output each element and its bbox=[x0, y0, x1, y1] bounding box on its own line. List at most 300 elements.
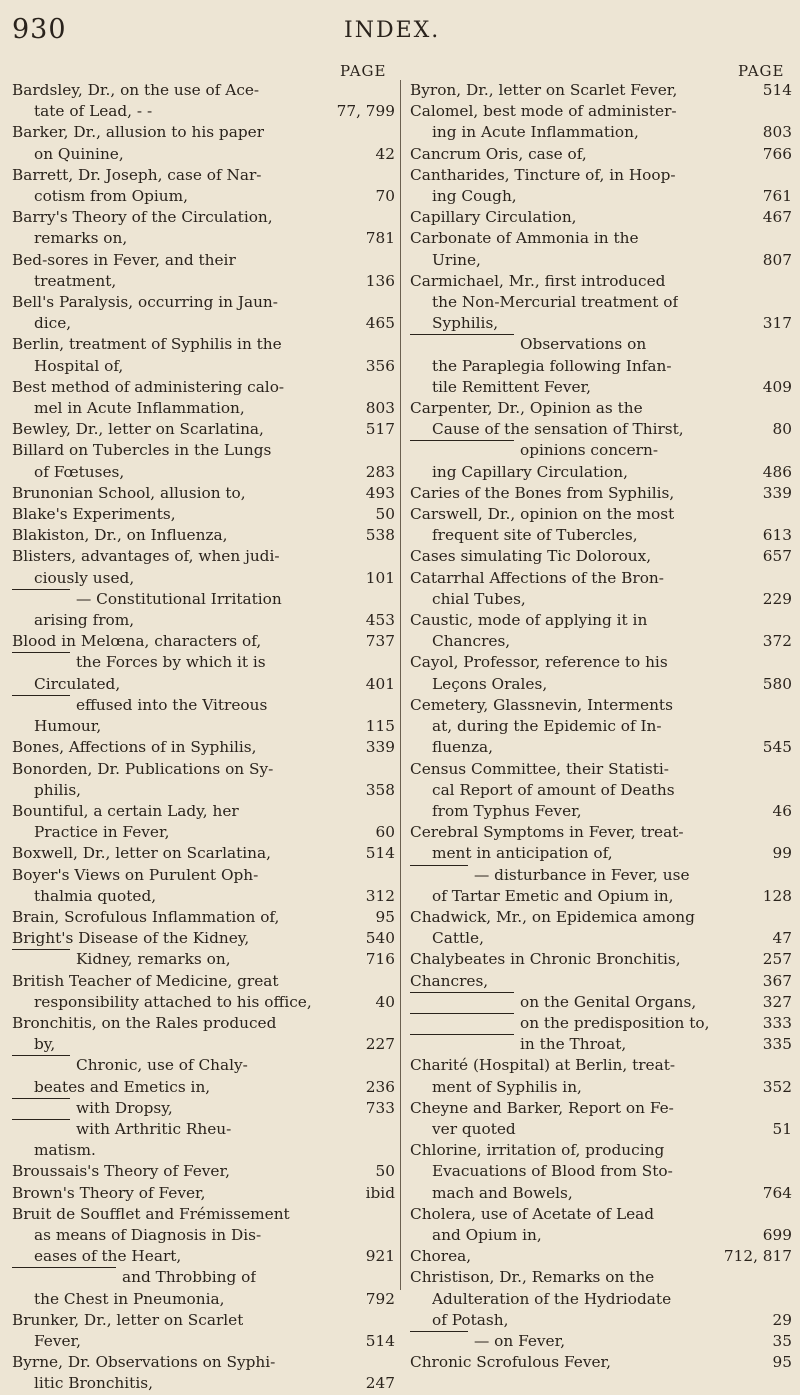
index-entry-line bbox=[12, 737, 395, 758]
index-column-right bbox=[410, 80, 792, 1373]
index-entry-page: 247 bbox=[365, 1374, 395, 1393]
index-entry-page: 409 bbox=[762, 377, 792, 396]
index-entry-text: — Constitutional Irritation bbox=[76, 589, 282, 608]
index-entry bbox=[12, 801, 395, 843]
index-entry-page: 356 bbox=[365, 356, 395, 375]
index-entry-line bbox=[410, 759, 792, 780]
index-entry-text: effused into the Vitreous bbox=[76, 695, 268, 714]
index-entry-text: ciously used, bbox=[34, 568, 135, 587]
index-entry-page: 453 bbox=[365, 611, 395, 630]
index-entry-line bbox=[410, 398, 792, 419]
index-entry-text: Capillary Circulation, bbox=[410, 208, 577, 227]
index-entry-text: Evacuations of Blood from Sto- bbox=[432, 1162, 673, 1181]
index-entry bbox=[12, 1204, 395, 1268]
index-entry-text: Chronic, use of Chaly- bbox=[76, 1056, 248, 1075]
index-entry-line bbox=[410, 1183, 792, 1204]
index-entry-line bbox=[410, 865, 792, 886]
index-entry-text: opinions concern- bbox=[520, 441, 658, 460]
index-entry-text: Cholera, use of Acetate of Lead bbox=[410, 1204, 655, 1223]
index-entry-line bbox=[410, 886, 792, 907]
index-entry-line bbox=[12, 1034, 395, 1055]
index-entry-line bbox=[12, 865, 395, 886]
index-entry-text: of Potash, bbox=[432, 1310, 509, 1329]
index-entry-text: — on Fever, bbox=[474, 1331, 566, 1350]
index-entry-line bbox=[12, 80, 395, 101]
index-entry-line bbox=[410, 377, 792, 398]
index-entry-page: 807 bbox=[762, 250, 792, 269]
index-entry-page: 761 bbox=[762, 187, 792, 206]
index-entry bbox=[410, 1267, 792, 1331]
ditto-rule bbox=[410, 1331, 468, 1332]
ditto-rule bbox=[12, 1267, 116, 1268]
index-entry-page: 115 bbox=[365, 717, 395, 736]
index-entry-text: Bright's Disease of the Kidney, bbox=[12, 929, 250, 948]
index-entry-line bbox=[410, 122, 792, 143]
ditto-rule bbox=[12, 1098, 70, 1099]
index-entry bbox=[12, 334, 395, 376]
index-entry-line bbox=[12, 1183, 395, 1204]
index-entry-line bbox=[12, 1161, 395, 1182]
index-entry-page: 70 bbox=[375, 187, 395, 206]
index-entry-text: Census Committee, their Statisti- bbox=[410, 759, 669, 778]
index-entry-line bbox=[12, 313, 395, 334]
index-entry-line bbox=[12, 483, 395, 504]
index-entry-line bbox=[12, 504, 395, 525]
index-entry-page: 236 bbox=[365, 1077, 395, 1096]
index-entry-page: 312 bbox=[365, 886, 395, 905]
index-entry bbox=[12, 377, 395, 419]
index-entry-page: 699 bbox=[762, 1225, 792, 1244]
index-entry-line bbox=[12, 716, 395, 737]
index-entry-page: 657 bbox=[762, 547, 792, 566]
index-entry-text: Byron, Dr., letter on Scarlet Fever, bbox=[410, 81, 678, 99]
index-entry-text: Cemetery, Glassnevin, Interments bbox=[410, 695, 673, 714]
index-entry-page: 35 bbox=[772, 1331, 792, 1350]
index-entry-line bbox=[410, 1289, 792, 1310]
index-entry-text: Brain, Scrofulous Inflammation of, bbox=[12, 907, 280, 926]
index-entry-text: Bell's Paralysis, occurring in Jaun- bbox=[12, 293, 278, 312]
index-entry bbox=[12, 589, 395, 631]
index-entry-line bbox=[12, 165, 395, 186]
index-entry-line bbox=[410, 992, 792, 1013]
index-entry-line bbox=[410, 674, 792, 695]
index-entry bbox=[410, 334, 792, 398]
index-entry bbox=[410, 165, 792, 207]
index-entry-line bbox=[410, 822, 792, 843]
index-entry-line bbox=[12, 652, 395, 673]
index-entry-line bbox=[12, 843, 395, 864]
index-entry-line bbox=[410, 144, 792, 165]
index-entry-text: beates and Emetics in, bbox=[34, 1077, 211, 1096]
index-entry-text: the Non-Mercurial treatment of bbox=[432, 293, 679, 312]
index-entry-text: Cause of the sensation of Thirst, bbox=[432, 420, 684, 439]
index-entry bbox=[410, 568, 792, 610]
index-entry-text: Bonorden, Dr. Publications on Sy- bbox=[12, 759, 274, 778]
index-entry bbox=[410, 207, 792, 228]
index-entry-text: Circulated, bbox=[34, 674, 121, 693]
index-entry-page: 352 bbox=[762, 1077, 792, 1096]
index-entry-page: 545 bbox=[762, 738, 792, 757]
left-page-column-label: PAGE bbox=[340, 62, 387, 80]
index-entry-text: responsibility attached to his office, bbox=[34, 992, 312, 1011]
index-entry-line bbox=[12, 1246, 395, 1267]
index-entry-line bbox=[12, 1373, 395, 1394]
index-entry-line bbox=[410, 462, 792, 483]
index-entry-page: 29 bbox=[772, 1310, 792, 1329]
index-entry-line bbox=[410, 568, 792, 589]
index-entry-line bbox=[410, 949, 792, 970]
index-entry-text: litic Bronchitis, bbox=[34, 1374, 153, 1393]
index-entry-line bbox=[12, 971, 395, 992]
index-entry-text: frequent site of Tubercles, bbox=[432, 526, 638, 545]
index-entry-text: Caries of the Bones from Syphilis, bbox=[410, 483, 675, 502]
index-entry-line bbox=[12, 949, 395, 970]
index-entry-line bbox=[12, 334, 395, 355]
index-entry-line bbox=[410, 1267, 792, 1288]
index-entry-line bbox=[12, 822, 395, 843]
index-entry-line bbox=[12, 271, 395, 292]
index-entry bbox=[12, 971, 395, 1013]
index-entry-line bbox=[12, 377, 395, 398]
index-entry-line bbox=[410, 334, 792, 355]
index-entry-line bbox=[410, 1204, 792, 1225]
index-entry-page: 136 bbox=[365, 271, 395, 290]
index-entry-page: 80 bbox=[772, 420, 792, 439]
index-entry-text: Blakiston, Dr., on Influenza, bbox=[12, 526, 228, 545]
index-entry-text: Calomel, best mode of administer- bbox=[410, 102, 677, 121]
index-entry-page: 538 bbox=[365, 526, 395, 545]
index-entry-text: Syphilis, bbox=[432, 314, 499, 333]
index-entry-text: Bronchitis, on the Rales produced bbox=[12, 1013, 277, 1032]
index-entry-text: Chadwick, Mr., on Epidemica among bbox=[410, 907, 695, 926]
index-entry bbox=[410, 907, 792, 949]
index-entry-line bbox=[410, 1161, 792, 1182]
index-entry-text: Blisters, advantages of, when judi- bbox=[12, 547, 280, 566]
index-entry-page: 257 bbox=[762, 950, 792, 969]
index-entry-line bbox=[410, 1077, 792, 1098]
index-entry-text: Charité (Hospital) at Berlin, treat- bbox=[410, 1056, 676, 1075]
index-entry bbox=[12, 207, 395, 249]
index-entry-line bbox=[410, 483, 792, 504]
index-entry-text: Catarrhal Affections of the Bron- bbox=[410, 568, 664, 587]
index-entry-line bbox=[12, 674, 395, 695]
index-entry-line bbox=[12, 186, 395, 207]
index-entry-text: Cheyne and Barker, Report on Fe- bbox=[410, 1098, 674, 1117]
index-entry-text: ing in Acute Inflammation, bbox=[432, 123, 639, 142]
index-entry-text: cotism from Opium, bbox=[34, 187, 189, 206]
index-entry bbox=[12, 546, 395, 588]
ditto-rule bbox=[410, 334, 514, 335]
index-entry-text: Brunker, Dr., letter on Scarlet bbox=[12, 1310, 244, 1329]
column-divider bbox=[400, 80, 401, 1290]
index-entry-page: ibid bbox=[365, 1183, 395, 1202]
index-entry-text: Boyer's Views on Purulent Oph- bbox=[12, 865, 259, 884]
index-entry bbox=[12, 1055, 395, 1097]
index-entry-line bbox=[12, 1119, 395, 1140]
index-entry-page: 358 bbox=[365, 780, 395, 799]
index-entry-page: 514 bbox=[762, 81, 792, 99]
index-entry bbox=[12, 122, 395, 164]
index-entry-page: 47 bbox=[772, 929, 792, 948]
index-entry bbox=[12, 1183, 395, 1204]
index-entry bbox=[12, 949, 395, 970]
index-entry-text: Barrett, Dr. Joseph, case of Nar- bbox=[12, 165, 262, 184]
index-entry-text: thalmia quoted, bbox=[34, 886, 157, 905]
index-entry-line bbox=[410, 780, 792, 801]
index-entry-page: 46 bbox=[772, 801, 792, 820]
index-entry-line bbox=[12, 1310, 395, 1331]
index-entry-line bbox=[410, 716, 792, 737]
index-entry-text: remarks on, bbox=[34, 229, 128, 248]
index-entry-text: Bed-sores in Fever, and their bbox=[12, 250, 236, 269]
index-entry bbox=[410, 228, 792, 270]
index-entry-line bbox=[410, 1034, 792, 1055]
ditto-rule bbox=[12, 695, 70, 696]
index-entry-text: tile Remittent Fever, bbox=[432, 377, 592, 396]
index-entry-page: 716 bbox=[365, 950, 395, 969]
index-entry bbox=[12, 292, 395, 334]
index-entry-line bbox=[12, 610, 395, 631]
index-entry-text: Observations on bbox=[520, 335, 647, 354]
index-entry-text: Hospital of, bbox=[34, 356, 124, 375]
index-entry-text: Best method of administering calo- bbox=[12, 377, 285, 396]
index-entry-line bbox=[410, 504, 792, 525]
index-entry-line bbox=[12, 356, 395, 377]
index-entry-text: on the Genital Organs, bbox=[520, 992, 697, 1011]
index-entry-text: with Arthritic Rheu- bbox=[76, 1119, 232, 1138]
index-entry-text: Urine, bbox=[432, 250, 481, 269]
index-entry-page: 766 bbox=[762, 144, 792, 163]
index-entry-page: 803 bbox=[365, 399, 395, 418]
index-entry-line bbox=[410, 546, 792, 567]
index-entry-line bbox=[410, 1140, 792, 1161]
index-entry-text: with Dropsy, bbox=[76, 1098, 173, 1117]
index-entry-text: Chlorine, irritation of, producing bbox=[410, 1141, 665, 1160]
index-entry-page: 339 bbox=[365, 738, 395, 757]
index-entry bbox=[12, 250, 395, 292]
index-entry bbox=[12, 843, 395, 864]
index-entry-text: Cerebral Symptoms in Fever, treat- bbox=[410, 823, 684, 842]
index-entry-text: Byrne, Dr. Observations on Syphi- bbox=[12, 1353, 276, 1372]
index-entry bbox=[410, 1204, 792, 1246]
index-entry-page: 792 bbox=[365, 1289, 395, 1308]
index-entry-page: 367 bbox=[762, 971, 792, 990]
index-entry-line bbox=[12, 525, 395, 546]
index-entry-line bbox=[410, 1098, 792, 1119]
index-entry-line bbox=[12, 907, 395, 928]
index-entry-page: 227 bbox=[365, 1035, 395, 1054]
ditto-rule bbox=[12, 1055, 70, 1056]
index-entry-text: Kidney, remarks on, bbox=[76, 950, 231, 969]
index-entry bbox=[410, 822, 792, 864]
page-title: INDEX. bbox=[344, 18, 441, 43]
index-entry bbox=[410, 1013, 792, 1034]
index-entry-line bbox=[410, 80, 792, 101]
index-entry-line bbox=[12, 122, 395, 143]
index-entry bbox=[12, 525, 395, 546]
index-entry-line bbox=[410, 292, 792, 313]
index-entry bbox=[12, 419, 395, 440]
index-entry-page: 95 bbox=[375, 907, 395, 926]
index-entry-line bbox=[410, 843, 792, 864]
index-entry-text: Billard on Tubercles in the Lungs bbox=[12, 441, 272, 460]
index-entry-text: and Throbbing of bbox=[122, 1268, 257, 1287]
index-entry bbox=[410, 144, 792, 165]
index-entry-page: 128 bbox=[762, 886, 792, 905]
index-entry-page: 921 bbox=[365, 1247, 395, 1266]
index-entry bbox=[410, 546, 792, 567]
index-entry-line bbox=[12, 1352, 395, 1373]
index-entry-page: 514 bbox=[365, 1331, 395, 1350]
index-entry-page: 339 bbox=[762, 483, 792, 502]
index-entry-text: of Fœtuses, bbox=[34, 462, 125, 481]
index-entry-text: Blood in Melœna, characters of, bbox=[12, 632, 262, 651]
index-entry-page: 486 bbox=[762, 462, 792, 481]
index-entry-page: 327 bbox=[762, 992, 792, 1011]
index-entry-text: ing Capillary Circulation, bbox=[432, 462, 628, 481]
index-entry-line bbox=[410, 589, 792, 610]
index-entry-line bbox=[410, 631, 792, 652]
ditto-rule bbox=[410, 992, 514, 993]
index-entry bbox=[12, 928, 395, 949]
index-entry-text: Chancres, bbox=[432, 632, 511, 651]
index-entry-text: British Teacher of Medicine, great bbox=[12, 971, 279, 990]
index-entry-page: 465 bbox=[365, 314, 395, 333]
index-entry-text: as means of Diagnosis in Dis- bbox=[34, 1225, 262, 1244]
index-entry-page: 42 bbox=[375, 144, 395, 163]
index-entry-text: Carswell, Dr., opinion on the most bbox=[410, 505, 675, 524]
index-entry-line bbox=[12, 1077, 395, 1098]
index-entry-line bbox=[12, 228, 395, 249]
index-entry-line bbox=[12, 992, 395, 1013]
index-entry-text: Blake's Experiments, bbox=[12, 505, 176, 524]
index-entry-page: 517 bbox=[365, 420, 395, 439]
index-entry-text: Chronic Scrofulous Fever, bbox=[410, 1353, 612, 1372]
index-entry-page: 283 bbox=[365, 462, 395, 481]
index-entry-line bbox=[12, 589, 395, 610]
index-entry bbox=[12, 737, 395, 758]
index-entry-text: at, during the Epidemic of In- bbox=[432, 717, 662, 736]
index-entry-text: in the Throat, bbox=[520, 1035, 627, 1054]
index-entry bbox=[410, 1140, 792, 1204]
ditto-rule bbox=[12, 652, 70, 653]
index-entry-line bbox=[12, 292, 395, 313]
index-entry-page: 467 bbox=[762, 208, 792, 227]
index-column-left bbox=[12, 80, 395, 1395]
index-entry-line bbox=[410, 1246, 792, 1267]
index-entry bbox=[410, 992, 792, 1013]
index-entry bbox=[12, 1098, 395, 1119]
index-entry-page: 372 bbox=[762, 632, 792, 651]
index-entry bbox=[12, 1161, 395, 1182]
index-entry-text: Bardsley, Dr., on the use of Ace- bbox=[12, 81, 260, 99]
index-entry-page: 101 bbox=[365, 568, 395, 587]
index-entry-text: fluenza, bbox=[432, 738, 494, 757]
index-entry-line bbox=[12, 144, 395, 165]
index-entry-text: ver quoted bbox=[432, 1119, 516, 1138]
index-entry bbox=[410, 504, 792, 546]
index-entry-text: and Opium in, bbox=[432, 1225, 542, 1244]
index-entry bbox=[410, 398, 792, 440]
index-entry-text: Caustic, mode of applying it in bbox=[410, 611, 648, 630]
index-entry-line bbox=[12, 1225, 395, 1246]
index-entry-page: 40 bbox=[375, 992, 395, 1011]
index-entry-page: 50 bbox=[375, 1162, 395, 1181]
index-entry-line bbox=[12, 631, 395, 652]
index-entry-text: mel in Acute Inflammation, bbox=[34, 399, 245, 418]
index-entry-line bbox=[12, 398, 395, 419]
ditto-rule bbox=[410, 440, 514, 441]
index-entry-text: on the predisposition to, bbox=[520, 1013, 710, 1032]
index-entry-line bbox=[410, 419, 792, 440]
index-entry-text: ment of Syphilis in, bbox=[432, 1077, 582, 1096]
index-entry-line bbox=[12, 546, 395, 567]
index-entry-page: 733 bbox=[365, 1098, 395, 1117]
index-entry bbox=[410, 1098, 792, 1140]
index-entry-line bbox=[410, 1013, 792, 1034]
index-entry-text: Cancrum Oris, case of, bbox=[410, 144, 587, 163]
index-entry-text: mach and Bowels, bbox=[432, 1183, 573, 1202]
index-entry-line bbox=[410, 271, 792, 292]
index-entry-text: Chancres, bbox=[410, 971, 489, 990]
index-entry-line bbox=[12, 801, 395, 822]
ditto-rule bbox=[12, 1119, 70, 1120]
index-entry-text: Practice in Fever, bbox=[34, 823, 170, 842]
index-entry-line bbox=[12, 1204, 395, 1225]
index-entry-line bbox=[410, 971, 792, 992]
index-entry bbox=[12, 1013, 395, 1055]
index-entry-line bbox=[12, 462, 395, 483]
index-entry bbox=[410, 1331, 792, 1352]
index-entry-text: by, bbox=[34, 1035, 56, 1054]
index-entry-line bbox=[12, 419, 395, 440]
index-entry-line bbox=[12, 440, 395, 461]
index-entry-text: Humour, bbox=[34, 717, 102, 736]
index-entry bbox=[410, 483, 792, 504]
index-entry-page: 335 bbox=[762, 1035, 792, 1054]
index-entry-line bbox=[12, 1289, 395, 1310]
index-entry-page bbox=[363, 1140, 395, 1161]
index-entry bbox=[410, 440, 792, 482]
index-entry-page: 540 bbox=[365, 929, 395, 948]
index-entry bbox=[12, 695, 395, 737]
index-entry-line bbox=[410, 1119, 792, 1140]
index-entry-page: 401 bbox=[365, 674, 395, 693]
index-entry-line bbox=[12, 250, 395, 271]
index-entry bbox=[410, 80, 792, 101]
index-entry-text: the Paraplegia following Infan- bbox=[432, 356, 672, 375]
index-entry-line bbox=[410, 165, 792, 186]
index-entry-text: Brown's Theory of Fever, bbox=[12, 1183, 206, 1202]
index-entry-line bbox=[12, 1013, 395, 1034]
index-entry-text: Berlin, treatment of Syphilis in the bbox=[12, 335, 282, 354]
index-entry-page: 580 bbox=[762, 674, 792, 693]
index-entry-text: Cattle, bbox=[432, 929, 484, 948]
index-entry bbox=[12, 865, 395, 907]
index-entry-line bbox=[410, 1055, 792, 1076]
index-entry-text: Carmichael, Mr., first introduced bbox=[410, 271, 666, 290]
ditto-rule bbox=[12, 949, 70, 950]
index-entry-line bbox=[410, 652, 792, 673]
index-entry-text: Bruit de Soufflet and Frémissement bbox=[12, 1204, 290, 1223]
index-entry-line bbox=[12, 1267, 395, 1288]
index-entry-text: ing Cough, bbox=[432, 187, 517, 206]
index-entry-page: 229 bbox=[762, 589, 792, 608]
index-entry-line bbox=[12, 1055, 395, 1076]
index-entry-text: Adulteration of the Hydriodate bbox=[432, 1289, 672, 1308]
index-entry-line bbox=[12, 207, 395, 228]
index-entry bbox=[410, 610, 792, 652]
